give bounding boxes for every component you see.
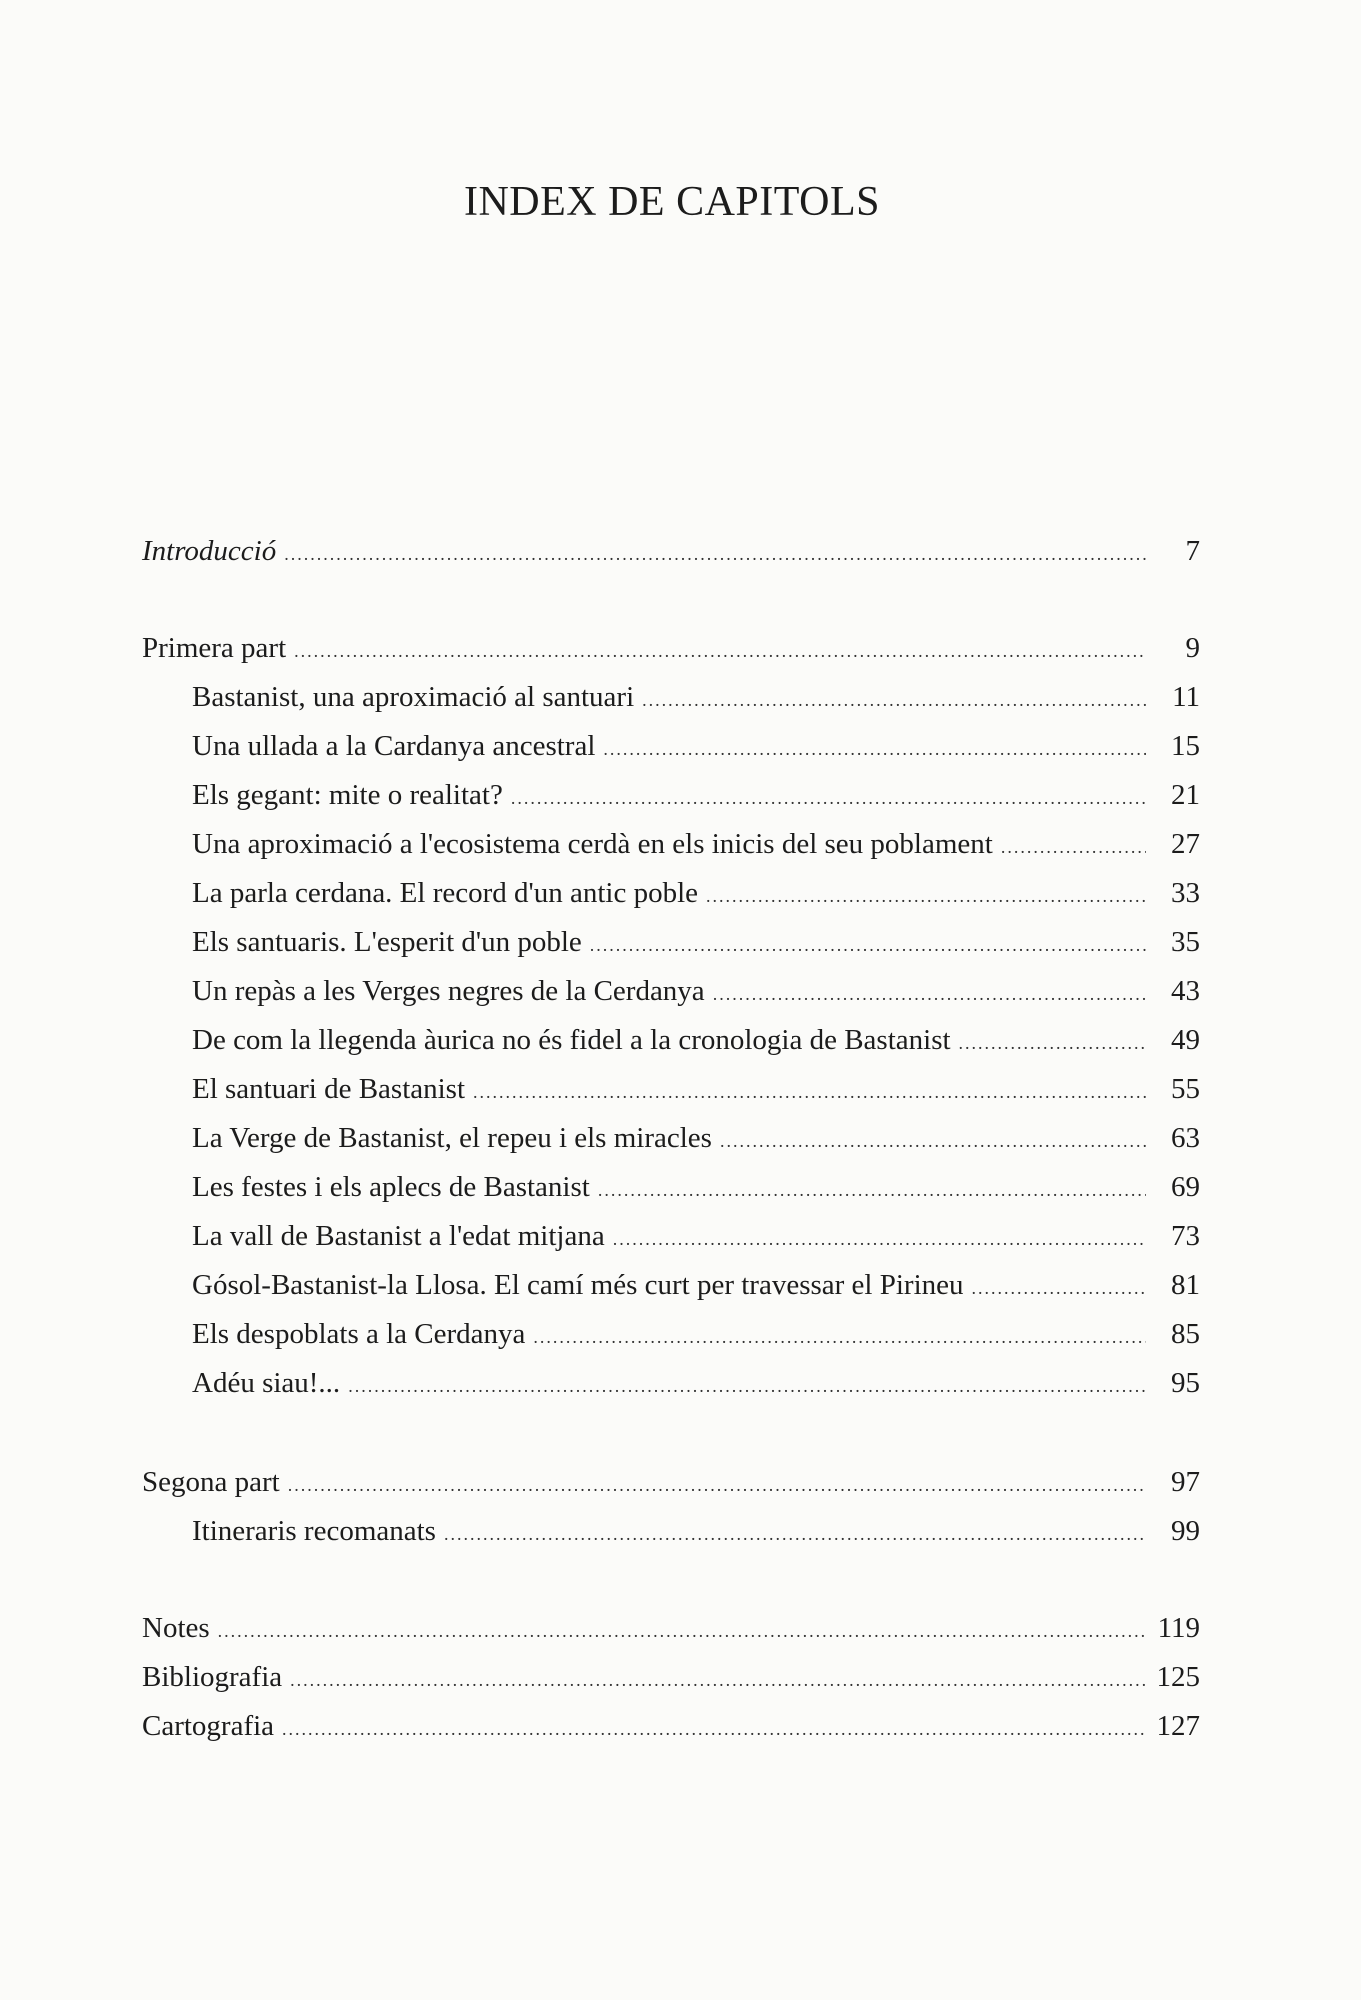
toc-entry (142, 1363, 1200, 1403)
dot-leader (284, 534, 1146, 574)
toc-entry-page: 11 (1172, 681, 1200, 713)
toc-entry (142, 1167, 1200, 1207)
toc-entry-label: Els despoblats a la Cerdanya (192, 1318, 526, 1350)
toc-entry-page: 119 (1157, 1612, 1200, 1644)
toc-entry-page: 99 (1171, 1515, 1200, 1547)
toc-entry (142, 677, 1200, 717)
toc-entry (142, 971, 1200, 1011)
toc-entry-page: 85 (1171, 1318, 1200, 1350)
dot-leader (288, 1465, 1146, 1505)
toc-entry-label: El santuari de Bastanist (192, 1073, 466, 1105)
dot-leader (1001, 827, 1146, 867)
toc-entry-introduccio (142, 531, 1200, 571)
toc-entry-label: De com la llegenda àurica no és fidel a la cronologia de Bastanist (192, 1024, 951, 1056)
toc-entry-page: 7 (1185, 535, 1200, 567)
toc-entry-page: 73 (1171, 1220, 1200, 1252)
dot-leader (603, 729, 1146, 769)
toc-entry-page: 69 (1171, 1171, 1200, 1203)
toc-entry-page: 33 (1171, 877, 1200, 909)
dot-leader (282, 1709, 1144, 1749)
toc-entry-label: Un repàs a les Verges negres de la Cerdanya (192, 975, 705, 1007)
toc-entry (142, 726, 1200, 766)
toc-entry-bibliografia (142, 1657, 1200, 1697)
dot-leader (218, 1611, 1146, 1651)
toc-entry-notes (142, 1608, 1200, 1648)
page-title: INDEX DE CAPITOLS (463, 179, 881, 225)
toc-entry (142, 1511, 1200, 1551)
toc-entry-label: La parla cerdana. El record d'un antic poble (192, 877, 699, 909)
toc-entry-page: 55 (1171, 1073, 1200, 1105)
toc-entry-label: Adéu siau!... (192, 1367, 341, 1399)
dot-leader (642, 680, 1146, 720)
toc-entry-page: 43 (1171, 975, 1200, 1007)
dot-leader (533, 1317, 1146, 1357)
toc-entry (142, 1069, 1200, 1109)
toc-entry (142, 1020, 1200, 1060)
toc-entry (142, 1118, 1200, 1158)
toc-entry-label: Itineraris recomanats (192, 1515, 436, 1547)
toc-entry-page: 21 (1171, 779, 1200, 811)
toc-entry (142, 824, 1200, 864)
toc-entry (142, 922, 1200, 962)
toc-entry-label: Primera part (142, 632, 287, 664)
toc-entry (142, 1265, 1200, 1305)
toc-entry-primera-part (142, 628, 1200, 668)
toc-entry-label: La Verge de Bastanist, el repeu i els miracles (192, 1122, 712, 1154)
dot-leader (294, 631, 1146, 671)
toc-entry-page: 15 (1171, 730, 1200, 762)
toc-entry-page: 81 (1171, 1269, 1200, 1301)
dot-leader (511, 778, 1146, 818)
toc-entry-label: Cartografia (142, 1710, 275, 1742)
toc-entry-cartografia (142, 1706, 1200, 1746)
toc-entry-label: Els santuaris. L'esperit d'un poble (192, 926, 582, 958)
toc-entry-label: Una ullada a la Cardanya ancestral (192, 730, 596, 762)
toc-entry-page: 97 (1171, 1466, 1200, 1498)
toc-entry-label: Una aproximació a l'ecosistema cerdà en els inicis del seu poblament (192, 828, 993, 860)
dot-leader (290, 1660, 1144, 1700)
dot-leader (590, 925, 1146, 965)
toc-entry-page: 27 (1171, 828, 1200, 860)
dot-leader (706, 876, 1146, 916)
toc-entry-page: 127 (1156, 1710, 1200, 1742)
dot-leader (598, 1170, 1146, 1210)
dot-leader (713, 974, 1146, 1014)
toc-entry-page: 95 (1171, 1367, 1200, 1399)
dot-leader (348, 1366, 1146, 1406)
dot-leader (444, 1514, 1146, 1554)
toc-entry (142, 1216, 1200, 1256)
toc-entry-label: Bibliografia (142, 1661, 283, 1693)
toc-entry-segona-part (142, 1462, 1200, 1502)
toc-entry (142, 873, 1200, 913)
toc-entry-label: La vall de Bastanist a l'edat mitjana (192, 1220, 605, 1252)
toc-entry-page: 9 (1185, 632, 1200, 664)
toc-entry-label: Introducció (142, 535, 277, 567)
toc-entry-page: 63 (1171, 1122, 1200, 1154)
toc-entry-label: Notes (142, 1612, 210, 1644)
dot-leader (972, 1268, 1146, 1308)
toc-entry-label: Bastanist, una aproximació al santuari (192, 681, 635, 713)
toc-entry-label: Segona part (142, 1466, 280, 1498)
dot-leader (720, 1121, 1146, 1161)
toc-entry-label: Els gegant: mite o realitat? (192, 779, 503, 811)
toc-entry-label: Gósol-Bastanist-la Llosa. El camí més curt per travessar el Pirineu (192, 1269, 964, 1301)
dot-leader (473, 1072, 1146, 1112)
dot-leader (613, 1219, 1146, 1259)
toc-entry (142, 1314, 1200, 1354)
toc-entry-page: 35 (1171, 926, 1200, 958)
toc-entry (142, 775, 1200, 815)
toc-entry-label: Les festes i els aplecs de Bastanist (192, 1171, 590, 1203)
dot-leader (959, 1023, 1146, 1063)
toc-entry-page: 49 (1171, 1024, 1200, 1056)
toc-entry-page: 125 (1156, 1661, 1200, 1693)
